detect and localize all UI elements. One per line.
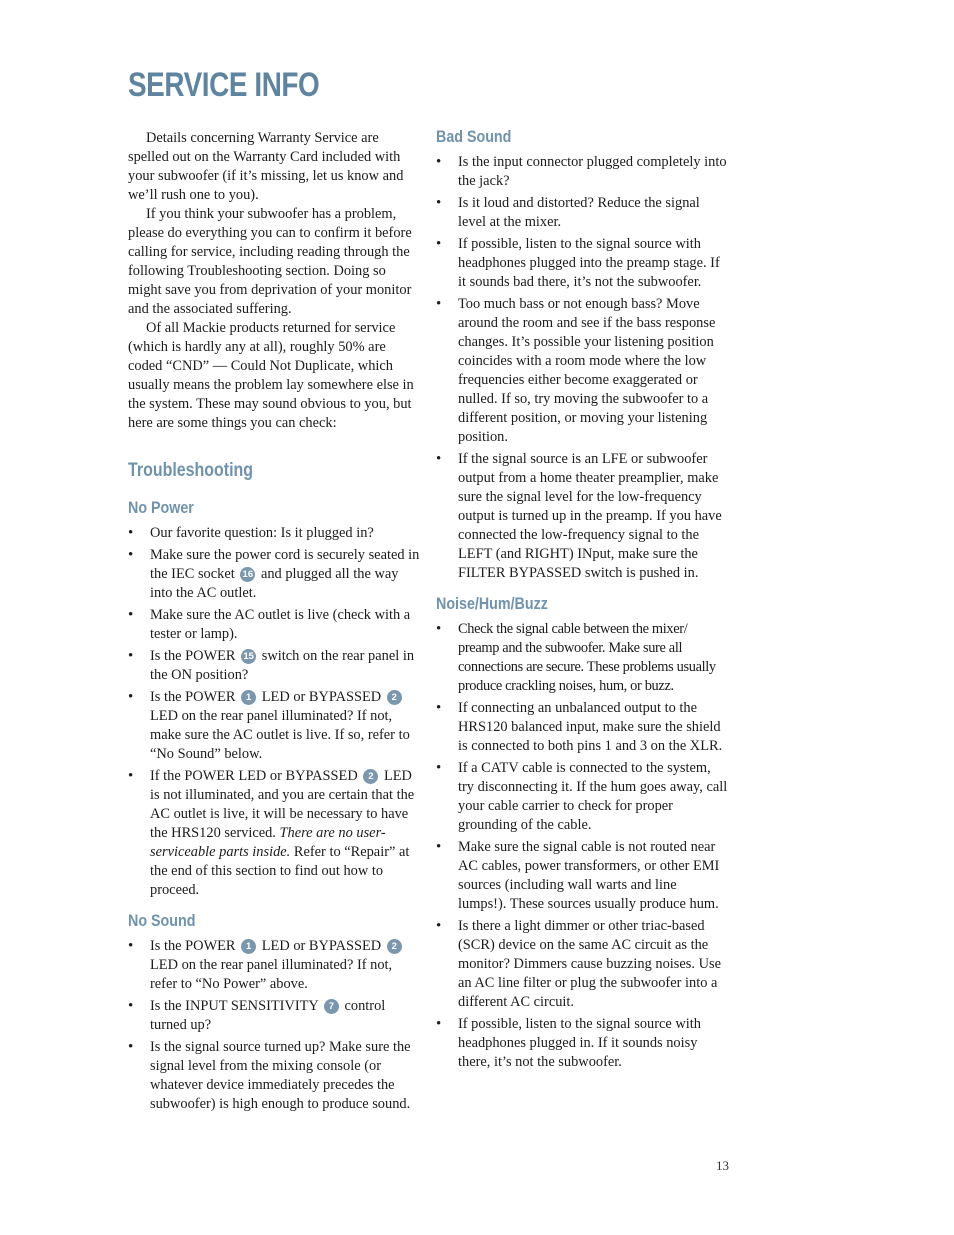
- list-item: • Is the signal source turned up? Make sure the signal level from the mixing console (or whatever device immediately precedes the subwoofer) is high enough to produce sound.: [128, 1038, 420, 1114]
- list-item: • Is the INPUT SENSITIVITY 7 control turned up?: [128, 997, 420, 1035]
- callout-number-icon: 2: [363, 769, 378, 784]
- list-item: • If possible, listen to the signal source with headphones plugged in. If it sounds noisy there, it’s not the subwoofer.: [436, 1015, 728, 1072]
- list-item: • If connecting an unbalanced output to the HRS120 balanced input, make sure the shield is connected to both pins 1 and 3 on the XLR.: [436, 699, 728, 756]
- list-item: • Too much bass or not enough bass? Move around the room and see if the bass response changes. It’s possible your listening position coincides with a room mode where the low frequencies either become exaggerated or nulled. If so, try moving the subwoofer to a different position, or moving your listening position.: [436, 295, 728, 447]
- left-column: [128, 129, 420, 1124]
- list-item: • Is the input connector plugged completely into the jack?: [436, 153, 728, 191]
- emphasis-text: There are no user-serviceable parts inside.: [150, 825, 386, 860]
- bad-sound-list: [436, 153, 728, 583]
- no-power-list: [128, 524, 420, 900]
- list-item: • Our favorite question: Is it plugged in?: [128, 524, 420, 543]
- list-item: • Is there a light dimmer or other triac-based (SCR) device on the same AC circuit as the monitor? Dimmers cause buzzing noises. Use an AC line filter or plug the subwoofer into a different AC circuit.: [436, 917, 728, 1012]
- page-title: SERVICE INFO: [128, 66, 320, 104]
- page-number: 13: [716, 1158, 729, 1173]
- callout-number-icon: 2: [387, 690, 402, 705]
- list-item: • Make sure the signal cable is not routed near AC cables, power transformers, or other EMI sources (including wall warts and line lumps!). These sources usually produce hum.: [436, 838, 728, 914]
- list-item: • Is the POWER 15 switch on the rear panel in the ON position?: [128, 647, 420, 685]
- intro-paragraph-2: If you think your subwoofer has a problem, please do everything you can to confirm it before calling for service, including reading through the following Troubleshooting section. Doing so might save you from deprivation of your monitor and the associated suffering.: [128, 206, 412, 317]
- list-item: • Is the POWER 1 LED or BYPASSED 2 LED on the rear panel illuminated? If not, make sure the AC outlet is live. If so, refer to “No Sound” below.: [128, 688, 420, 764]
- list-item: • If possible, listen to the signal source with headphones plugged into the preamp stage. If it sounds bad there, it’s not the subwoofer.: [436, 235, 728, 292]
- troubleshooting-heading: Troubleshooting: [128, 460, 254, 481]
- list-item: • If a CATV cable is connected to the system, try disconnecting it. If the hum goes away, call your cable carrier to check for proper grounding of the cable.: [436, 759, 728, 835]
- intro-section: [128, 129, 420, 433]
- list-item: • Make sure the power cord is securely seated in the IEC socket 16 and plugged all the way into the AC outlet.: [128, 546, 420, 603]
- no-power-heading: No Power: [128, 498, 194, 517]
- list-item: • If the signal source is an LFE or subwoofer output from a home theater preamplier, make sure the signal level for the low-frequency output is turned up in the preamp. If you have connected the low-frequency signal to the LEFT (and RIGHT) INput, make sure the FILTER BYPASSED switch is pushed in.: [436, 450, 728, 583]
- list-item: • Is the POWER 1 LED or BYPASSED 2 LED on the rear panel illuminated? If not, refer to “No Power” above.: [128, 937, 420, 994]
- bad-sound-heading: Bad Sound: [436, 127, 512, 146]
- list-item: • Check the signal cable between the mixer/ preamp and the subwoofer. Make sure all connections are secure. These problems usually produce crackling noises, hum, or buzz.: [436, 620, 728, 696]
- list-item: • If the POWER LED or BYPASSED 2 LED is not illuminated, and you are certain that the AC outlet is live, it will be necessary to have the HRS120 serviced. There are no user-serviceable parts inside. Refer to “Repair” at the end of this section to find out how to proceed.: [128, 767, 420, 900]
- callout-number-icon: 7: [324, 999, 339, 1014]
- intro-paragraph-3: Of all Mackie products returned for service (which is hardly any at all), roughly 50% are coded “CND” — Could Not Duplicate, which usually means the problem lay somewhere else in the system. These may sound obvious to you, but here are some things you can check:: [128, 320, 414, 431]
- callout-number-icon: 15: [241, 649, 256, 664]
- noise-hum-buzz-heading: Noise/Hum/Buzz: [436, 594, 548, 613]
- callout-number-icon: 1: [241, 690, 256, 705]
- list-item: • Is it loud and distorted? Reduce the signal level at the mixer.: [436, 194, 728, 232]
- right-column: [436, 126, 728, 1082]
- no-sound-heading: No Sound: [128, 911, 196, 930]
- list-item: • Make sure the AC outlet is live (check with a tester or lamp).: [128, 606, 420, 644]
- intro-paragraph-1: Details concerning Warranty Service are spelled out on the Warranty Card included with your subwoofer (if it’s missing, let us know and we’ll rush one to you).: [128, 130, 404, 203]
- no-sound-list: [128, 937, 420, 1114]
- noise-list: [436, 620, 728, 1072]
- callout-number-icon: 16: [240, 567, 255, 582]
- callout-number-icon: 2: [387, 939, 402, 954]
- callout-number-icon: 1: [241, 939, 256, 954]
